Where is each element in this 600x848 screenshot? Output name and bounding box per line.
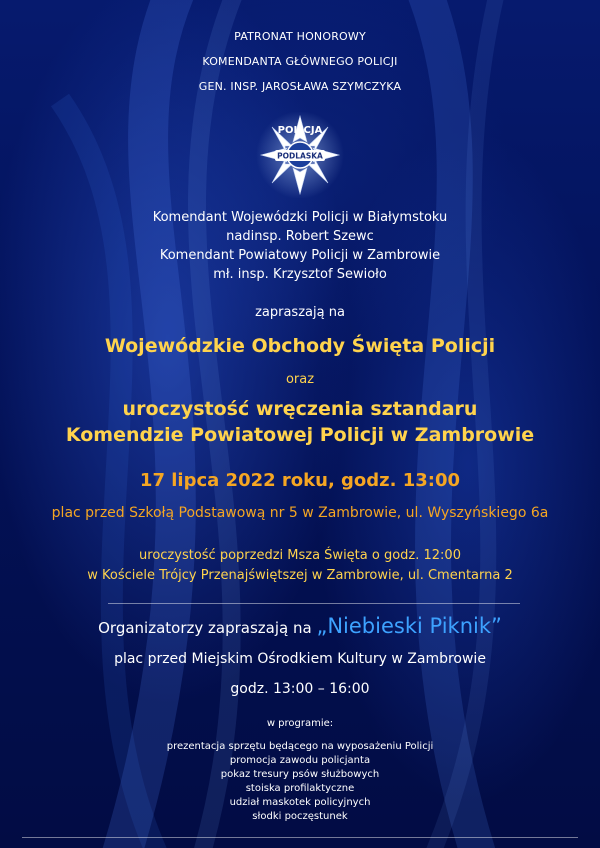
oraz-text: oraz bbox=[285, 372, 315, 387]
program-item: udział maskotek policyjnych bbox=[229, 797, 371, 808]
logo-banner-text: PODLASKA bbox=[277, 151, 323, 161]
invite-text: zapraszają na bbox=[255, 305, 345, 320]
patronat-line-1: PATRONAT HONOROWY bbox=[234, 30, 366, 43]
ceremony-line-1: uroczystość wręczenia sztandaru bbox=[122, 398, 478, 420]
picnic-hours: godz. 13:00 – 16:00 bbox=[230, 681, 370, 697]
picnic-place: plac przed Miejskim Ośrodkiem Kultury w Zambrowie bbox=[114, 651, 486, 667]
picnic-invite bbox=[0, 614, 600, 638]
program-item: stoiska profilaktyczne bbox=[245, 783, 355, 794]
organizer-line-3: Komendant Powiatowy Policji w Zambrowie bbox=[159, 248, 441, 263]
event-place: plac przed Szkołą Podstawową nr 5 w Zambrowie, ul. Wyszyńskiego 6a bbox=[51, 505, 549, 521]
mass-line-2: w Kościele Trójcy Przenajświętszej w Zambrowie, ul. Cmentarna 2 bbox=[87, 568, 513, 583]
patronat-line-3: GEN. INSP. JAROSŁAWA SZYMCZYKA bbox=[198, 80, 402, 93]
program-item: słodki poczęstunek bbox=[252, 811, 348, 822]
logo-top-text: POLICJA bbox=[277, 125, 323, 136]
program-heading: w programie: bbox=[266, 718, 334, 729]
program-item: promocja zawodu policjanta bbox=[229, 755, 371, 766]
mass-line-1: uroczystość poprzedzi Msza Święta o godz. 12:00 bbox=[139, 548, 461, 563]
ceremony-line-2: Komendzie Powiatowej Policji w Zambrowie bbox=[65, 424, 535, 446]
organizer-line-4: mł. insp. Krzysztof Sewioło bbox=[213, 267, 387, 282]
organizer-line-2: nadinsp. Robert Szewc bbox=[226, 229, 374, 244]
program-item: prezentacja sprzętu będącego na wyposażeniu Policji bbox=[166, 741, 434, 752]
event-title: Wojewódzkie Obchody Święta Policji bbox=[104, 335, 496, 357]
organizer-line-1: Komendant Wojewódzki Policji w Białymstoku bbox=[152, 210, 448, 225]
event-date: 17 lipca 2022 roku, godz. 13:00 bbox=[139, 470, 461, 491]
police-star-badge-icon bbox=[253, 112, 347, 198]
program-item: pokaz tresury psów służbowych bbox=[220, 769, 380, 780]
separator-bottom bbox=[22, 837, 578, 838]
separator-top bbox=[108, 603, 520, 604]
picnic-name: „Niebieski Piknik” bbox=[316, 614, 502, 638]
patronat-line-2: KOMENDANTA GŁÓWNEGO POLICJI bbox=[202, 55, 398, 68]
picnic-prefix: Organizatorzy zapraszają na bbox=[98, 619, 317, 637]
